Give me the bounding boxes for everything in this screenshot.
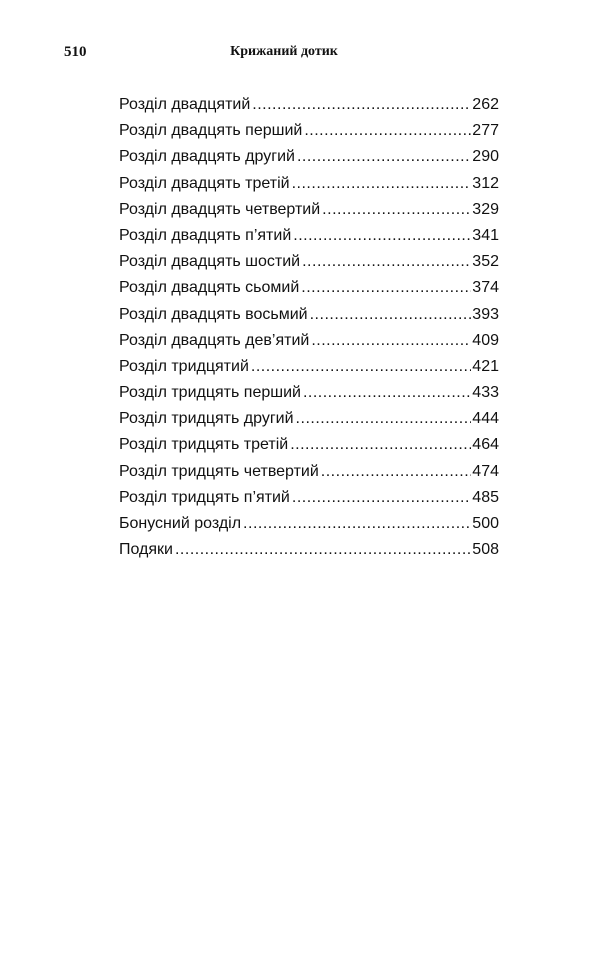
toc-entry-label: Розділ тридцять перший: [119, 384, 301, 402]
toc-entry: [119, 275, 499, 301]
toc-entry: [119, 92, 499, 118]
toc-entry-label: Розділ двадцять п’ятий: [119, 226, 292, 244]
toc-entry: [119, 354, 499, 380]
toc-entry-label: Розділ тридцять п’ятий: [119, 488, 290, 506]
dot-leader: [322, 197, 471, 223]
page-number: 510: [64, 44, 87, 60]
toc-entry-page: 433: [472, 384, 499, 402]
dot-leader: [243, 511, 471, 537]
running-head: [64, 44, 504, 66]
toc-entry-page: 444: [472, 410, 499, 428]
toc-entry-label: Розділ тридцятий: [119, 357, 249, 375]
toc-entry-page: 409: [472, 331, 499, 349]
toc-entry-label: Розділ двадцять перший: [119, 122, 303, 140]
dot-leader: [251, 354, 471, 380]
toc-entry: [119, 171, 499, 197]
toc-entry-page: 474: [472, 462, 499, 480]
toc-entry-page: 421: [472, 357, 499, 375]
dot-leader: [302, 249, 471, 275]
toc-entry-page: 508: [472, 541, 499, 559]
toc-entry-page: 500: [472, 515, 499, 532]
book-title: Крижаний дотик: [230, 44, 338, 59]
toc-entry: [119, 459, 499, 485]
dot-leader: [296, 406, 472, 432]
toc-entry-page: 464: [472, 436, 499, 454]
toc-entry-label: Розділ двадцять другий: [119, 148, 295, 166]
toc-entry: [119, 223, 499, 249]
toc-entry: [119, 118, 499, 144]
toc-entry: [119, 537, 499, 563]
table-of-contents: [119, 92, 499, 563]
dot-leader: [304, 118, 471, 144]
toc-entry-page: 393: [472, 305, 499, 323]
toc-entry: [119, 432, 499, 458]
toc-entry-label: Подяки: [119, 541, 173, 559]
toc-entry-label: Розділ двадцять шостий: [119, 253, 301, 271]
toc-entry-page: 352: [472, 253, 499, 271]
toc-entry-label: Розділ двадцять восьмий: [119, 305, 308, 323]
dot-leader: [292, 171, 472, 197]
toc-entry: [119, 249, 499, 275]
toc-entry: [119, 302, 499, 328]
dot-leader: [175, 537, 471, 563]
toc-entry-label: Розділ тридцять другий: [119, 410, 294, 428]
dot-leader: [301, 275, 471, 301]
toc-entry-label: Бонусний розділ: [119, 515, 242, 532]
dot-leader: [311, 328, 471, 354]
toc-entry-page: 341: [472, 226, 499, 244]
toc-entry-page: 312: [472, 174, 499, 192]
toc-entry: [119, 328, 499, 354]
toc-entry-page: 485: [472, 488, 499, 506]
toc-entry-label: Розділ двадцять сьомий: [119, 279, 300, 297]
toc-entry-label: Розділ тридцять третій: [119, 436, 289, 454]
toc-entry-label: Розділ тридцять четвертий: [119, 462, 319, 480]
toc-entry-page: 290: [472, 148, 499, 166]
toc-entry: [119, 197, 499, 223]
dot-leader: [303, 380, 471, 406]
toc-entry-label: Розділ двадцять дев’ятий: [119, 331, 310, 349]
dot-leader: [290, 432, 471, 458]
toc-entry: [119, 485, 499, 511]
dot-leader: [252, 92, 471, 118]
dot-leader: [293, 223, 471, 249]
dot-leader: [297, 144, 471, 170]
toc-entry-page: 329: [472, 200, 499, 218]
toc-entry: [119, 406, 499, 432]
toc-entry: [119, 144, 499, 170]
toc-entry-page: 374: [472, 279, 499, 297]
toc-entry: [119, 511, 499, 537]
toc-entry-page: 277: [472, 122, 499, 140]
toc-entry-page: 262: [472, 96, 499, 113]
dot-leader: [292, 485, 471, 511]
dot-leader: [310, 302, 472, 328]
toc-entry: [119, 380, 499, 406]
dot-leader: [321, 459, 472, 485]
toc-entry-label: Розділ двадцять четвертий: [119, 200, 321, 218]
toc-entry-label: Розділ двадцятий: [119, 96, 251, 113]
toc-entry-label: Розділ двадцять третій: [119, 174, 290, 192]
